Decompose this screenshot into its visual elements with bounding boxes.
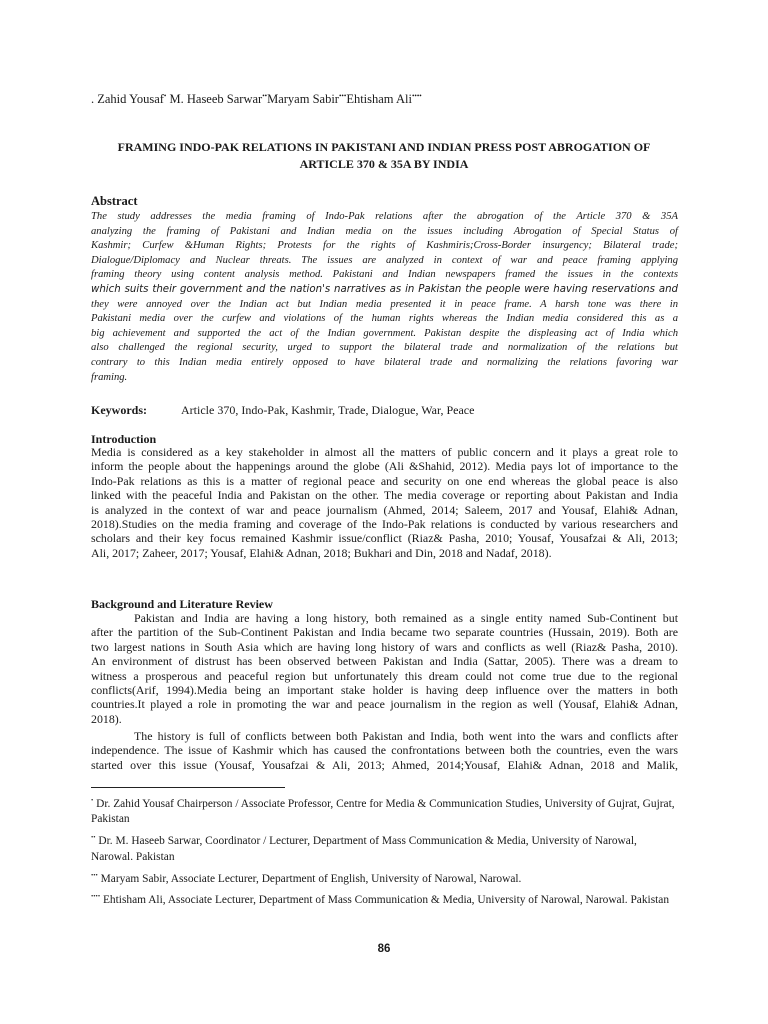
page-number: 86 bbox=[377, 943, 391, 955]
footnote-text: Maryam Sabir, Associate Lecturer, Department of English, University of Narowal, Narowal. bbox=[97, 872, 522, 885]
text-line: Ali, 2017; Zaheer, 2017; Yousaf, Elahi& Adnan, 2018; Bukhari and Din, 2018 and Nadaf, 2018). bbox=[91, 545, 552, 560]
author-name: Maryam Sabir bbox=[267, 92, 339, 107]
abstract-heading: Abstract bbox=[91, 194, 138, 208]
footnote bbox=[91, 793, 678, 828]
introduction-paragraph bbox=[91, 445, 678, 560]
abstract-line: framing theory using content analysis method. Pakistani and Indian newspapers framed the issues in the contexts bbox=[91, 269, 678, 281]
text-line: 2018).Studies on the media framing and coverage of the Indo-Pak relations is conducted by various researchers and bbox=[91, 516, 678, 531]
title-line: ARTICLE 370 & 35A BY INDIA bbox=[299, 157, 469, 171]
text-line: Media is considered as a key stakeholder in almost all the matters of public concern and it plays a great role to bbox=[91, 445, 678, 459]
author-name: Ehtisham Ali bbox=[346, 92, 412, 107]
author-name: . Zahid Yousaf bbox=[91, 92, 164, 107]
text-line: countries.It played a role in promoting the war and peace journalism in the region as well (Yousaf, Elahi& Adnan, bbox=[91, 697, 678, 712]
abstract-line: analyzing the framing of Pakistani and Indian media on the issues including Abrogation of Special Status of bbox=[91, 225, 678, 237]
footnote-marker: •••• bbox=[91, 893, 101, 901]
abstract-line: also challenged the regional security, urged to support the bilateral trade and normalization of the relations but bbox=[91, 342, 678, 354]
footnote-divider bbox=[91, 787, 285, 788]
footnote bbox=[91, 830, 678, 865]
footnote-text: Dr. M. Haseeb Sarwar, Coordinator / Lecturer, Department of Mass Communication & Media, University of Narowal, Narowal. Pakistan bbox=[91, 835, 637, 863]
abstract-line: big achievement and supported the act of the Indian government. Pakistan despite the displeasing act of India which bbox=[91, 327, 678, 339]
text-line: independence. The issue of Kashmir which has caused the confrontations between both the countries, even the wars bbox=[91, 743, 678, 758]
author-line bbox=[91, 92, 422, 107]
title-line: FRAMING INDO-PAK RELATIONS IN PAKISTANI AND INDIAN PRESS POST ABROGATION OF bbox=[117, 140, 651, 154]
abstract-line: they were annoyed over the Indian act but Indian media presented it in peace frame. A harsh tone was there in bbox=[91, 298, 678, 310]
footnote-marker: •• bbox=[262, 92, 268, 100]
footnote-marker: • bbox=[163, 92, 167, 100]
abstract-body bbox=[91, 210, 678, 385]
text-line: witness a prosperous and peaceful region but unfortunately this dream could not come true due to the regional bbox=[91, 668, 678, 683]
author-name: M. Haseeb Sarwar bbox=[166, 92, 263, 107]
footnote bbox=[91, 868, 678, 887]
text-line: The history is full of conflicts between both Pakistan and India, both went into the wars and conflicts after bbox=[134, 729, 678, 743]
paper-title bbox=[90, 139, 678, 173]
text-line: Indo-Pak relations as this is a matter of regional peace and security on one end whereas the global peace is also bbox=[91, 473, 678, 488]
abstract-line: which suits their government and the nation's narratives as in Pakistan the people were having reservations and bbox=[91, 283, 678, 295]
text-line: inform the people about the happenings around the globe (Ali &Shahid, 2012). Media pays lot of importance to the bbox=[91, 459, 678, 474]
footnotes bbox=[91, 793, 678, 911]
text-line: Pakistan and India are having a long history, both remained as a single entity named Sub-Continent but bbox=[134, 611, 678, 625]
footnote bbox=[91, 889, 678, 908]
background-heading: Background and Literature Review bbox=[91, 597, 273, 611]
text-line: conflicts(Arif, 1994).Media being an important stake holder is having deep influence over the matters in both bbox=[91, 682, 678, 697]
text-line: An environment of distrust has been observed between Pakistan and India (Sattar, 2005). There was a dream to bbox=[91, 654, 678, 669]
text-line: after the partition of the Sub-Continent Pakistan and India became two separate countries (Hussain, 2019). Both are bbox=[91, 625, 678, 640]
text-line: two largest nations in South Asia which are having long history of wars and conflicts as well (Riaz& Pasha, 2010). bbox=[91, 639, 678, 654]
footnote-marker: • bbox=[91, 797, 94, 804]
text-line: 2018). bbox=[91, 711, 122, 726]
keywords bbox=[91, 403, 474, 418]
background-paragraph-2 bbox=[91, 729, 678, 772]
abstract-line: Dialogue/Diplomacy and Nuclear threats. The issues are analyzed in context of war and peace framing applying bbox=[91, 254, 678, 266]
text-line: started over this issue (Yousaf, Yousafzai & Ali, 2013; Ahmed, 2014;Yousaf, Elahi& Adnan, 2018 and Malik, bbox=[91, 757, 678, 772]
abstract-line: contrary to this Indian media entirely opposed to have bilateral trade and normalizing the relations favoring war bbox=[91, 356, 678, 368]
text-line: linked with the peaceful India and Pakistan on the other. The media coverage or reporting about Pakistan and India bbox=[91, 488, 678, 503]
keywords-value: Article 370, Indo-Pak, Kashmir, Trade, Dialogue, War, Peace bbox=[181, 403, 475, 417]
background-paragraph bbox=[91, 611, 678, 726]
abstract-line: Pakistani media over the curfew and violations of the human rights whereas the Indian media considered this as a bbox=[91, 313, 678, 325]
footnote-marker: ••• bbox=[91, 871, 98, 879]
introduction-heading: Introduction bbox=[91, 432, 157, 446]
footnote-marker: •• bbox=[91, 834, 96, 842]
text-line: scholars and their key focus remained Kashmir issue/conflict (Riaz& Pasha, 2010; Yousaf, Yousafzai & Ali, 2013; bbox=[91, 531, 678, 546]
keywords-label: Keywords: bbox=[91, 403, 147, 417]
footnote-text: Ehtisham Ali, Associate Lecturer, Department of Mass Communication & Media, University of Narowal, Narowal. Pakistan bbox=[100, 894, 670, 907]
footnote-marker: •••• bbox=[411, 92, 422, 100]
footnote-text: Dr. Zahid Yousaf Chairperson / Associate Professor, Centre for Media & Communication Studies, University of Gujrat, Gujrat, Pakistan bbox=[91, 797, 675, 826]
footnote-marker: ••• bbox=[338, 92, 347, 100]
abstract-line: framing. bbox=[91, 371, 128, 383]
text-line: is analyzed in the context of war and peace journalism (Ahmed, 2014; Saleem, 2017 and Yousaf, Elahi& Adnan, bbox=[91, 502, 678, 517]
abstract-line: The study addresses the media framing of Indo-Pak relations after the abrogation of the Article 370 & 35A bbox=[91, 211, 678, 222]
abstract-line: Kashmir; Curfew &Human Rights; Protests for the rights of Kashmiris;Cross-Border insurgency; Bilateral trade; bbox=[91, 240, 678, 252]
